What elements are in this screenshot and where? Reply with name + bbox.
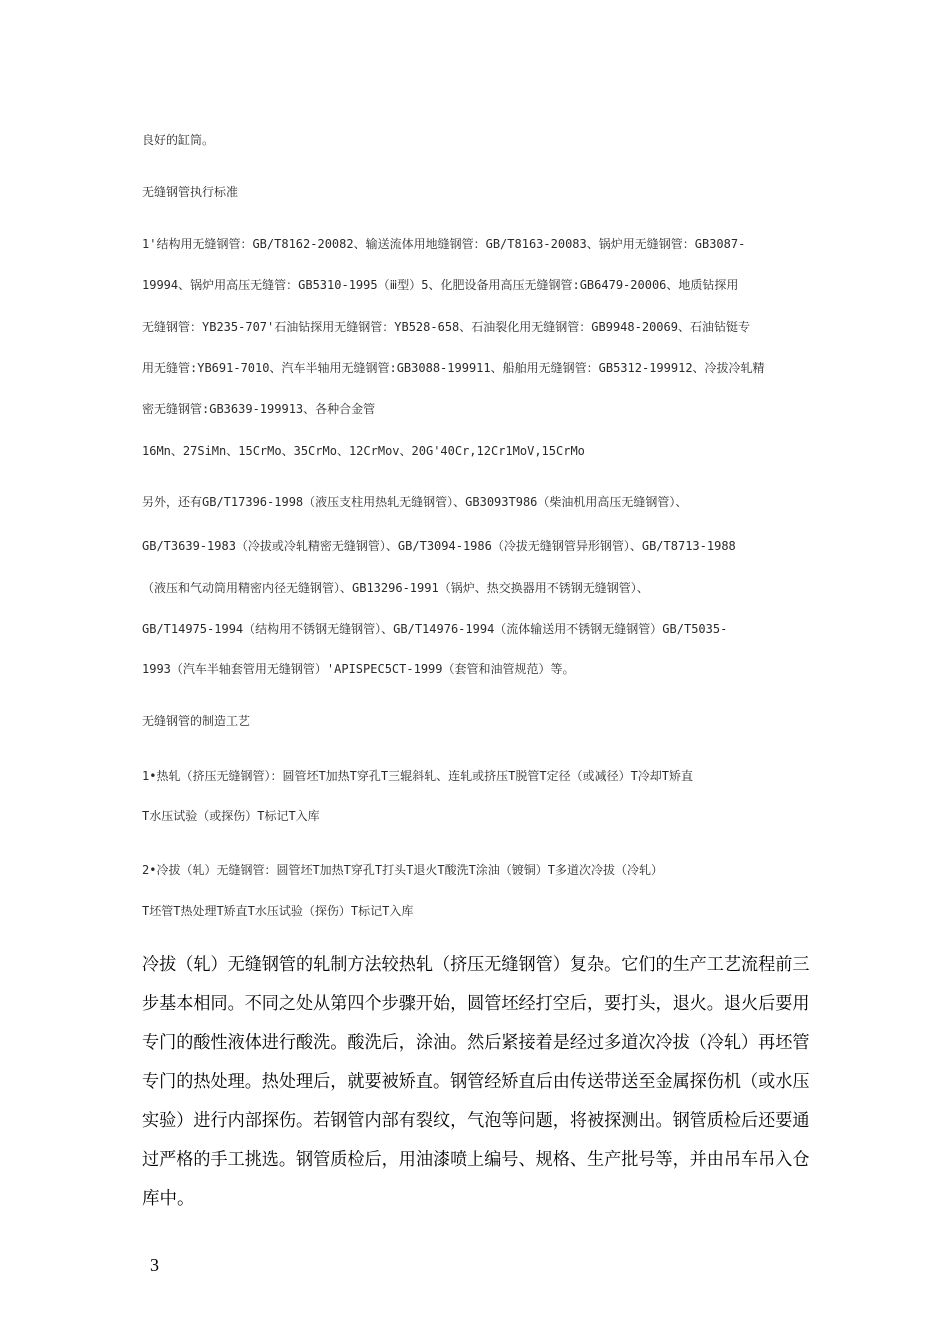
paragraph-line: GB/T14975-1994（结构用不锈钢无缝钢管）、GB/T14976-1994（流体输送用不锈钢无缝钢管）GB/T5035- xyxy=(142,622,728,636)
paragraph-line: 19994、锅炉用高压无缝管：GB5310-1995（ⅲ型）5、化肥设备用高压无缝钢管:GB6479-20006、地质钻探用 xyxy=(142,278,739,292)
body-line: 专门的热处理。热处理后，就要被矫直。钢管经矫直后由传送带送至金属探伤机（或水压 xyxy=(142,1072,810,1092)
intro-line: 良好的缸筒。 xyxy=(142,133,215,147)
paragraph-line: 用无缝管:YB691-7010、汽车半轴用无缝钢管:GB3088-199911、船舶用无缝钢管：GB5312-199912、冷拔冷轧精 xyxy=(142,361,765,375)
process-line: 2•冷拔（轧）无缝钢管：圆管坯T加热T穿孔T打头T退火T酸洗T涂油（镀铜）T多道次冷拔（冷轧） xyxy=(142,863,664,877)
alloy-list-line: 16Mn、27SiMn、15CrMo、35CrMo、12CrMov、20G'40Cr,12Cr1MoV,15CrMo xyxy=(142,444,585,458)
process-line: T水压试验（或探伤）T标记T入库 xyxy=(142,809,320,823)
section-heading-standards: 无缝钢管执行标准 xyxy=(142,185,239,199)
paragraph-line: 1'结构用无缝钢管：GB/T8162-20082、输送流体用地缝钢管：GB/T8163-20083、锅炉用无缝钢管：GB3087- xyxy=(142,237,746,251)
process-line: T坯管T热处理T矫直T水压试验（探伤）T标记T入库 xyxy=(142,904,414,918)
paragraph-line: 密无缝钢管:GB3639-199913、各种合金管 xyxy=(142,402,376,416)
body-line: 专门的酸性液体进行酸洗。酸洗后，涂油。然后紧接着是经过多道次冷拔（冷轧）再坯管 xyxy=(142,1033,810,1053)
paragraph-line: 无缝钢管：YB235-707'石油钻探用无缝钢管：YB528-658、石油裂化用无缝钢管：GB9948-20069、石油钻铤专 xyxy=(142,320,750,334)
section-heading-process: 无缝钢管的制造工艺 xyxy=(142,714,251,728)
body-line: 冷拔（轧）无缝钢管的轧制方法较热轧（挤压无缝钢管）复杂。它们的生产工艺流程前三 xyxy=(142,955,810,975)
body-line: 步基本相同。不同之处从第四个步骤开始，圆管坯经打空后，要打头，退火。退火后要用 xyxy=(142,994,810,1014)
paragraph-line: 1993（汽车半轴套管用无缝钢管）'APISPEC5CT-1999（套管和油管规范）等。 xyxy=(142,662,575,676)
body-line: 过严格的手工挑选。钢管质检后，用油漆喷上编号、规格、生产批号等，并由吊车吊入仓 xyxy=(142,1150,810,1170)
page-number: 3 xyxy=(150,1255,159,1275)
body-line: 实验）进行内部探伤。若钢管内部有裂纹，气泡等问题，将被探测出。钢管质检后还要通 xyxy=(142,1111,810,1131)
process-line: 1•热轧（挤压无缝钢管）：圆管坯T加热T穿孔T三辊斜轧、连轧或挤压T脱管T定径（或减径）T冷却T矫直 xyxy=(142,769,694,783)
paragraph-line: 另外，还有GB/T17396-1998（液压支柱用热轧无缝钢管）、GB3093T986（柴油机用高压无缝钢管）、 xyxy=(142,495,688,509)
paragraph-line: （液压和气动筒用精密内径无缝钢管）、GB13296-1991（锅炉、热交换器用不锈钢无缝钢管）、 xyxy=(142,581,649,595)
paragraph-line: GB/T3639-1983（冷拔或冷轧精密无缝钢管）、GB/T3094-1986（冷拔无缝钢管异形钢管）、GB/T8713-1988 xyxy=(142,539,736,553)
body-line: 库中。 xyxy=(142,1189,195,1209)
